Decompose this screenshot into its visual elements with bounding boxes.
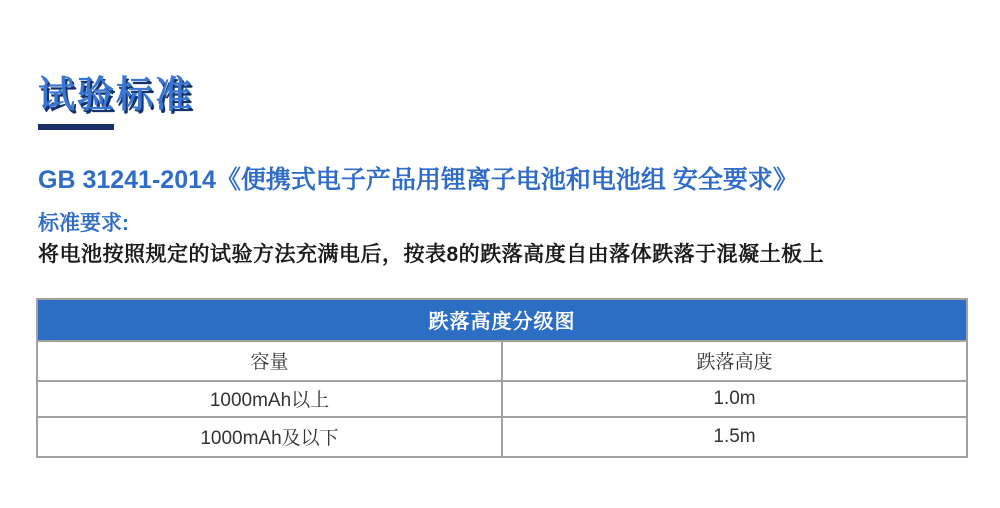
table-row [37, 417, 967, 457]
table-title-row [37, 299, 967, 341]
title-underline [38, 124, 114, 130]
column-header-capacity: 容量 [37, 341, 502, 381]
cell-drop-height: 1.0m [502, 381, 967, 417]
table-header-row [37, 341, 967, 381]
cell-drop-height: 1.5m [502, 417, 967, 457]
column-header-drop-height: 跌落高度 [502, 341, 967, 381]
page-title: 试验标准 [38, 74, 194, 115]
content-area [0, 76, 1000, 267]
drop-height-table [36, 298, 968, 458]
requirement-label: 标准要求: [38, 211, 129, 235]
standard-heading: GB 31241-2014《便携式电子产品用锂离子电池和电池组 安全要求》 [38, 165, 798, 194]
cell-capacity: 1000mAh及以下 [37, 417, 502, 457]
table-row [37, 381, 967, 417]
page [0, 76, 1000, 508]
requirement-text: 将电池按照规定的试验方法充满电后，按表8的跌落高度自由落体跌落于混凝土板上 [38, 242, 825, 266]
table-title: 跌落高度分级图 [37, 299, 967, 341]
cell-capacity: 1000mAh以上 [37, 381, 502, 417]
